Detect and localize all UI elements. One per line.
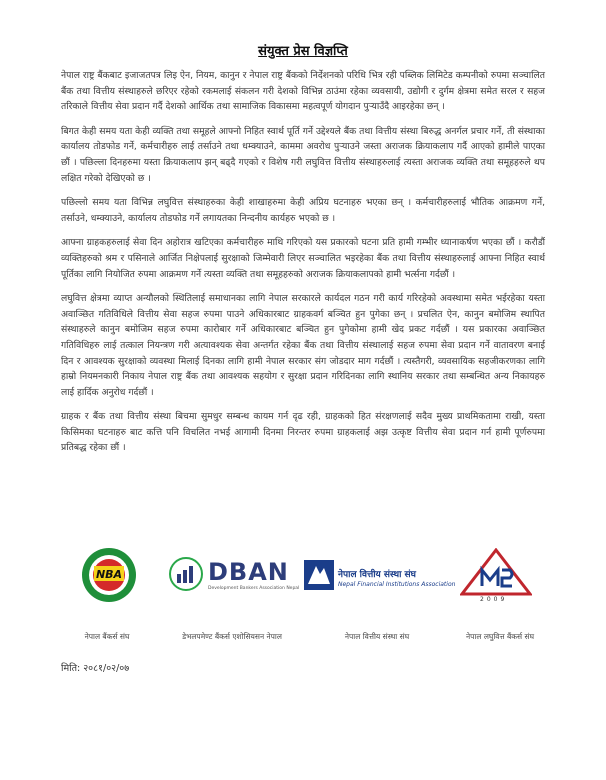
mba-logo-year: 2009 (480, 596, 508, 603)
caption-mba: नेपाल लघुवित्त बैंकर्स संघ (465, 632, 535, 641)
nfia-logo-text: नेपाल वित्तीय संस्था संघ (338, 570, 416, 580)
press-release-body (61, 68, 545, 465)
dban-logo (168, 548, 298, 598)
release-date: मिति: २०८१/०२/०७ (61, 663, 130, 674)
dban-logo-subtitle: Development Bankers Association Nepal (208, 586, 300, 591)
nfia-emblem-icon (304, 560, 334, 590)
page-title: संयुक्त प्रेस विज्ञप्ति (258, 44, 348, 59)
mba-triangle-icon (460, 548, 532, 596)
dban-logo-text: DBAN (208, 558, 289, 586)
nba-logo-text: NBA (95, 568, 123, 581)
nfia-logo (304, 550, 456, 600)
paragraph: बिगत केही समय यता केही व्यक्ति तथा समूहले आफ्नो निहित स्वार्थ पूर्ति गर्ने उद्देश्यले बैंक तथा वित्तीय संस्था बिरुद्ध अनर्गल प्रचार गर्ने, ती संस्थाका कार्यालय तोडफोड गर्ने, कर्मचारीहरु लाई तर्साउने तथा धम्क्याउने, काममा अवरोध पुऱ्याउने जस्ता अराजक क्रियाकलाप गर्दै आएको हामीले पाएका छौं । पछिल्ला दिनहरुमा यस्ता क्रियाकलाप झन् बढ्दै गएको र विशेष गरी लघुवित्त वित्तीय संस्थाहरुलाई त्यस्ता अराजक व्यक्ति तथा समूहहरुले थप लक्षित गरेको देखिएको छ । (61, 125, 545, 184)
mba-logo (460, 548, 540, 608)
paragraph: ग्राहक र बैंक तथा वित्तीय संस्था बिचमा सुमधुर सम्बन्ध कायम गर्न दृढ रही, ग्राहकको हित संरक्षणलाई सदैव मुख्य प्राथमिकतामा राखी, यस्ता किसिमका घटनाहरु बाट कत्ति पनि विचलित नभई आगामी दिनमा निरन्तर रुपमा ग्राहकलाई अझ उत्कृष्ट वित्तीय सेवा प्रदान गर्न हामी पूर्णरुपमा प्रतिबद्ध रहेका छौं । (61, 411, 545, 454)
paragraph: लघुवित्त क्षेत्रमा व्याप्त अन्यौलको स्थितिलाई समाधानका लागि नेपाल सरकारले कार्यदल गठन गरी कार्य गरिरहेको अवस्थामा समेत भईरहेका यस्ता अवाञ्छित गतिविधिले वित्तीय सेवा सहज रुपमा पाउने अधिकारबाट ग्राहकवर्ग बञ्चित हुन पुगेका छन् । प्रचलित ऐन, कानुन बमोजिम स्थापित संस्थाहरुले कानुन बमोजिम सहज रुपमा कारोबार गर्ने अधिकारबाट बञ्चित हुन पुगेकोमा हामी खेद प्रकट गर्दछौं । यस प्रकारका अवाञ्छित गतिविधिहरु लाई तत्काल नियन्त्रण गरी अत्यावश्यक सेवा अन्तर्गत रहेका बैंक तथा वित्तीय संस्थालाई सहज रुपमा सेवा प्रदान गर्ने वातावरण बनाई दिन र आवश्यक सुरक्षाको व्यवस्था मिलाई दिनका लागि हामी नेपाल सरकार संग जोडदार माग गर्दछौं । त्यस्तैगरी, व्यवसायिक सहजीकरणका लागि हाम्रो नियमनकारी निकाय नेपाल राष्ट्र बैंक तथा आवश्यक सहयोग र सुरक्षा प्रदान गरिदिनका लागि स्थानिय सरकार तथा सम्बन्धित अन्य निकायहरु लाई हार्दिक अनुरोध गर्दछौं । (61, 293, 545, 398)
dban-chart-icon (168, 556, 204, 592)
caption-nba: नेपाल बैंकर्स संघ (84, 632, 130, 641)
paragraph: नेपाल राष्ट्र बैंकबाट इजाजतपत्र लिइ ऐन, नियम, कानुन र नेपाल राष्ट्र बैंकको निर्देशनको परिधि भित्र रही पब्लिक लिमिटेड कम्पनीको रुपमा सञ्चालित बैंक तथा वित्तीय संस्थाहरुले छरिएर रहेको रकमलाई संकलन गरी देशको विभिन्न ठाउंमा रहेका व्यवसायी, उद्योगी र दुर्गम क्षेत्रमा समेत सरल र सहज तरिकाले वित्तीय सेवा प्रदान गर्दै देशको आर्थिक तथा सामाजिक विकासमा महत्वपूर्ण योगदान पुऱ्याउँदै आइरहेका छन् । (61, 70, 545, 113)
caption-dban: डेभलपमेण्ट बैंकर्स एशोसियसन नेपाल (182, 632, 282, 641)
paragraph: पछिल्लो समय यता विभिन्न लघुवित्त संस्थाहरुका केही शाखाहरुमा केही अप्रिय घटनाहरु भएका छन् । कर्मचारीहरुलाई भौतिक आक्रमण गर्ने, तर्साउने, धम्क्याउने, कार्यालय तोडफोड गर्ने लगायतका निन्दनीय कार्यहरु भएको छ । (61, 197, 545, 224)
nba-logo (82, 548, 136, 602)
caption-nfia: नेपाल वित्तीय संस्था संघ (344, 632, 410, 641)
paragraph: आफ्ना ग्राहकहरुलाई सेवा दिन अहोरात्र खटिएका कर्मचारीहरु माथि गरिएको यस प्रकारको घटना प्रति हामी गम्भीर ध्यानाकर्षण भएका छौं । करौडौं व्यक्तिहरुको श्रम र पसिनाले आर्जित निक्षेपलाई सुरक्षाको जिम्मेवारी लिएर सञ्चालित भइरहेका बैंक तथा वित्तीय संस्थाहरुलाई आफ्ना निहित स्वार्थ पूर्तिका लागि नियोजित रुपमा आक्रमण गर्ने त्यस्ता व्यक्ति तथा समूहहरुको अराजक क्रियाकलापको हामी भर्त्सना गर्दछौं । (61, 237, 545, 280)
logo-row (60, 548, 550, 610)
nfia-logo-subtitle: Nepal Financial Institutions Association (338, 581, 456, 588)
